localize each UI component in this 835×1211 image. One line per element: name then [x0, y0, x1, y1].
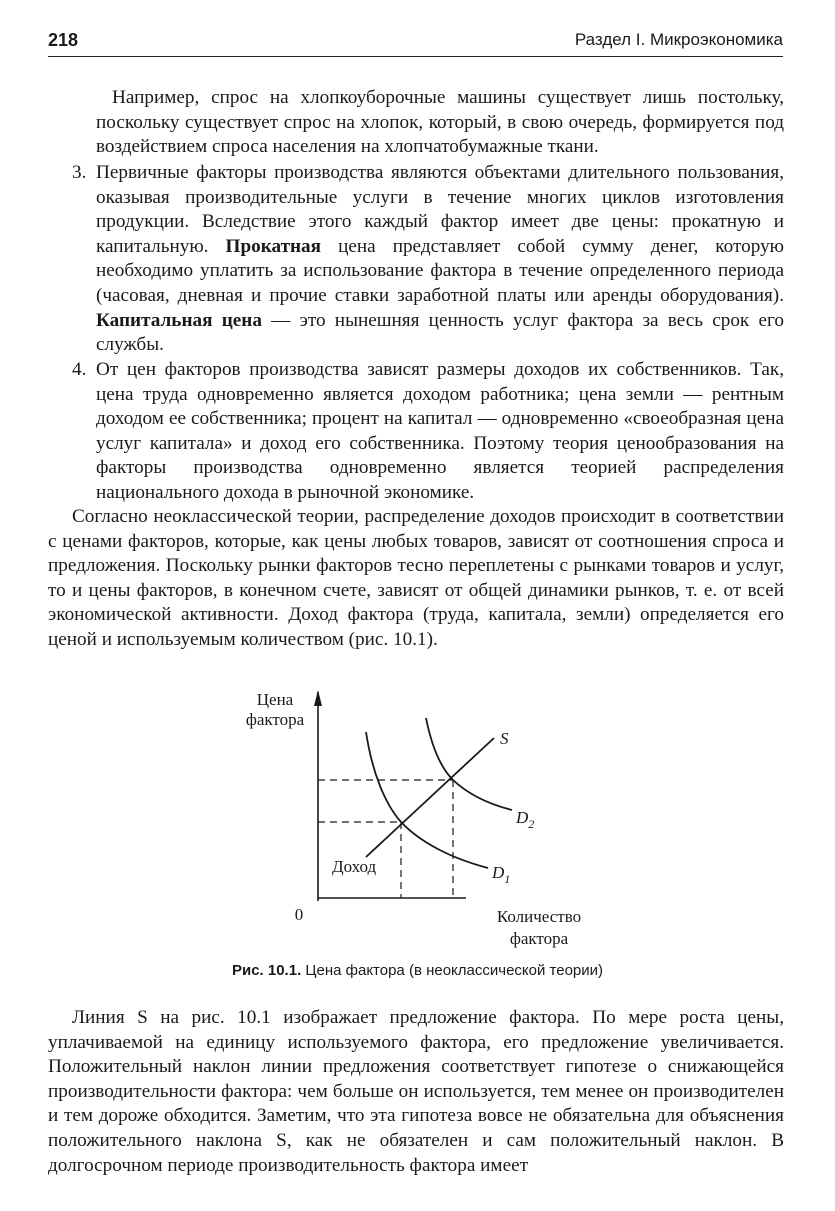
- label-letter: D: [516, 808, 529, 827]
- x-axis-label-line1: Количество: [496, 907, 582, 926]
- text-run: Первичные факторы производства являются объектами длительного пользования, оказывая производительные услуги в течение многих циклов изготовления продукции. Вследствие этого каждый фактор имеет две цены: прокатную и капитальную.: [96, 162, 784, 257]
- caption-text: Цена фактора (в неоклассической теории): [301, 962, 604, 979]
- list-item-4: [72, 358, 784, 506]
- label-subscript: 2: [528, 817, 535, 831]
- income-area-label: Доход: [332, 857, 377, 876]
- page-number: 218: [48, 30, 79, 50]
- text-run: цена представляет собой сумму денег, которую необходимо уплатить за использование фактора в течение определенного периода (часовая, дневная и прочие ставки заработной платы или аренды оборудования).: [96, 235, 784, 306]
- list-item-text: [96, 161, 784, 358]
- origin-label: 0: [294, 905, 304, 924]
- list-item-text: От цен факторов производства зависят размеры доходов их собственников. Так, цена труда одновременно является доходом работника; цена земли — рентным доходом ее собственника; процент на капитал — одновременно «своеобразная цена услуг капитала» и доход его собственника. Поэтому теория ценообразования на факторы производства одновременно является теорией распределения национального дохода в рыночной экономике.: [96, 359, 784, 503]
- label-subscript: 1: [504, 872, 511, 886]
- running-head: Раздел I. Микроэкономика: [574, 30, 783, 49]
- page-header: [48, 28, 783, 57]
- intro-paragraph: Например, спрос на хлопкоуборочные машины существует лишь постольку, поскольку существует спрос на хлопок, который, в свою очередь, формируется под воздействием спроса населения на хлопчатобумажные ткани.: [96, 87, 784, 158]
- text-run: — это нынешняя ценность услуг фактора за весь срок его службы.: [96, 309, 784, 356]
- curve-label-d1: [491, 863, 510, 886]
- x-axis-label-line2: фактора: [509, 929, 569, 948]
- figure-10-1: [0, 680, 835, 980]
- figure-caption: [0, 962, 835, 979]
- list-number: 4.: [72, 359, 87, 380]
- curve-label-d2: [515, 808, 534, 831]
- list-item-3: [72, 161, 784, 358]
- factor-price-graph: [0, 680, 835, 960]
- term-kapitalnaya-cena: Капитальная цена: [96, 309, 262, 331]
- label-letter: D: [492, 863, 505, 882]
- main-paragraph: Согласно неоклассической теории, распределение доходов происходит в соответствии с ценами факторов, которые, как цены любых товаров, зависят от соотношения спроса и предложения. Поскольку рынки факторов тесно переплетены с рынками товаров и услуг, то и цены факторов, в конечном счете, зависят от общей динамики рынков, т. е. от всей экономической активности. Доход фактора (труда, капитала, земли) определяется его ценой и используемым количеством (рис. 10.1).: [48, 506, 784, 650]
- closing-paragraph: Линия S на рис. 10.1 изображает предложение фактора. По мере роста цены, уплачиваемой на единицу используемого фактора, его предложение увеличивается. Положительный наклон линии предложения соответствует гипотезе о снижающейся производительности фактора: чем больше он используется, тем менее он производителен и тем дороже обходится. Заметим, что эта гипотеза вовсе не обязательна для объяснения положительного наклона S, как не обязателен и сам положительный наклон. В долгосрочном периоде производительность фактора имеет: [48, 1007, 784, 1176]
- term-prokatnaya: Прокатная: [225, 235, 322, 257]
- caption-label: Рис. 10.1.: [231, 962, 302, 979]
- y-axis-label-line1: Цена: [256, 690, 294, 709]
- curve-label-s: S: [500, 729, 509, 748]
- list-number: 3.: [72, 162, 87, 183]
- y-axis-arrow-icon: [314, 690, 322, 706]
- y-axis-label-line2: фактора: [245, 710, 305, 729]
